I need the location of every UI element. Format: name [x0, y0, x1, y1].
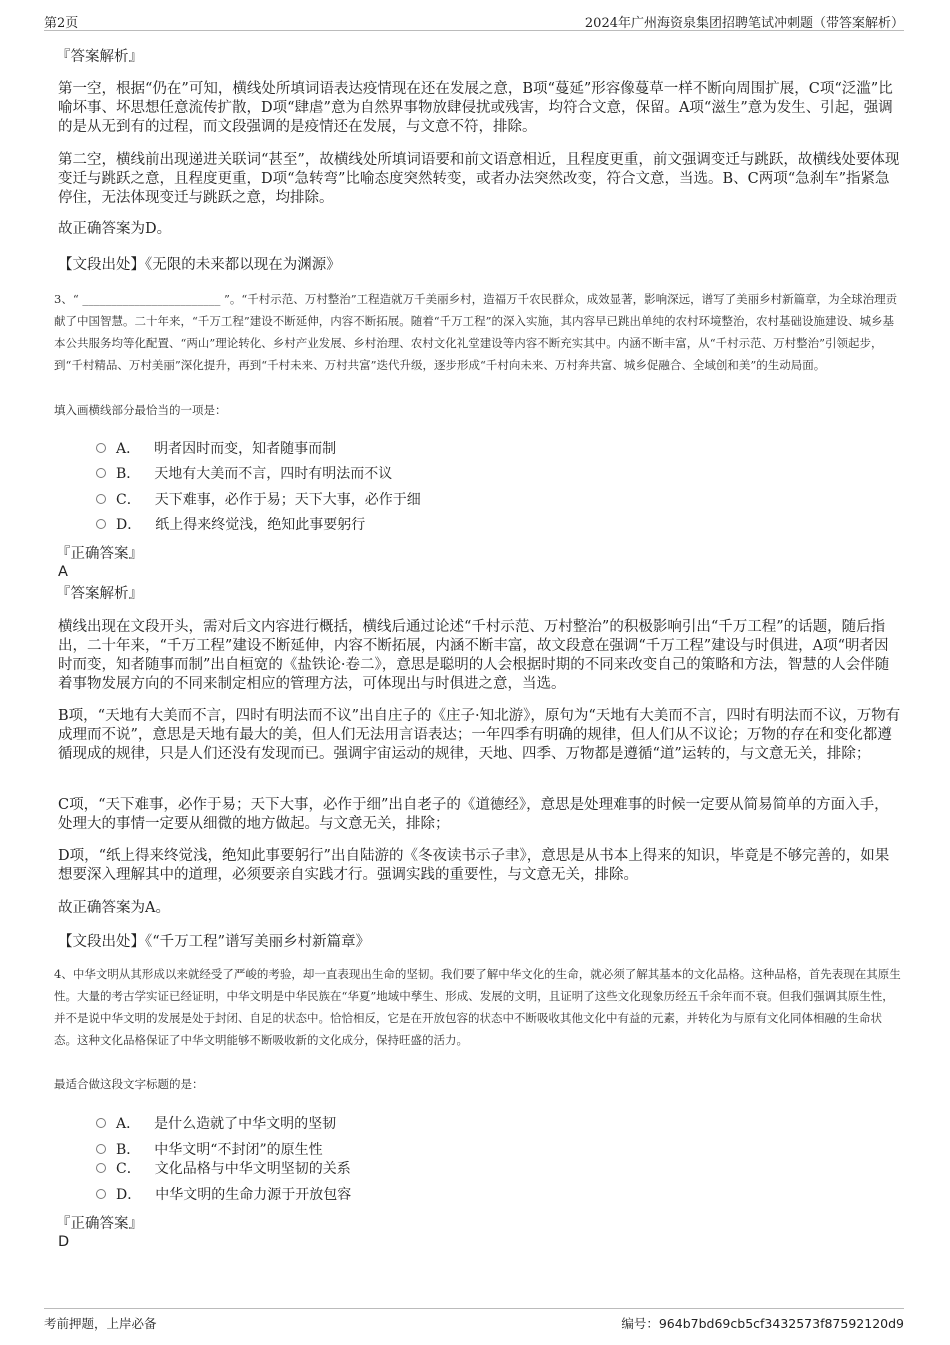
q4-correct-answer: D — [58, 1234, 70, 1250]
q3-option-d[interactable] — [96, 516, 365, 534]
serial-number: 964b7bd69cb5cf3432573f87592120d9 — [658, 1316, 904, 1331]
q4-prompt: 最适合做这段文字标题的是： — [54, 1077, 204, 1091]
q3-correct-answer: A — [58, 564, 68, 580]
option-text: 天下难事，必作于易；天下大事，必作于细 — [154, 492, 421, 508]
q3-analysis-para-2: B项，“天地有大美而不言，四时有明法而不议”出自庄子的《庄子·知北游》，原句为“天地有大美而不言，四时有明法而不议，万物有成理而不说”，意思是天地有最大的美，但人们无法用言语表达；一年四季有明确的规律，但人们从不议论；万物的存在和变化都遵循现成的规律，只是人们还没有发现而已。强调宇宙运动的规律，天地、四季、万物都是遵循“道”运转的，与文意无关，排除； — [58, 708, 901, 762]
q3-conclusion: 故正确答案为A。 — [58, 900, 170, 916]
q3-analysis-para-1: 横线出现在文段开头，需对后文内容进行概括，横线后通过论述“千村示范、万村整治”的积极影响引出“千万工程”的话题，随后指出，二十年来，“千万工程”建设不断延伸，内容不断拓展，内涵不断丰富，故文段意在强调“千万工程”建设与时俱进，A项“明者因时而变，知者随事而制”出自桓宽的《盐铁论·卷二》，意思是聪明的人会根据时期的不同来改变自己的策略和方法，智慧的人会伴随着事物发展方向的不同来制定相应的管理方法，可体现出与时俱进之意，当选。 — [58, 619, 890, 692]
serial-label: 编号： — [621, 1316, 659, 1331]
q4-option-b[interactable] — [96, 1141, 323, 1159]
option-letter: C． — [116, 492, 141, 508]
q2-source: 【文段出处】《无限的未来都以现在为渊源》 — [58, 257, 341, 273]
q4-option-a[interactable] — [96, 1115, 336, 1133]
radio-button-icon[interactable] — [96, 519, 106, 529]
radio-button-icon[interactable] — [96, 494, 106, 504]
option-text: 中华文明的生命力源于开放包容 — [155, 1187, 352, 1203]
q4-option-c[interactable] — [96, 1160, 351, 1178]
option-text: 文化品格与中华文明坚韧的关系 — [154, 1161, 351, 1177]
q4-option-d[interactable] — [96, 1186, 351, 1204]
q3-analysis-heading: 『答案解析』 — [56, 586, 143, 602]
radio-button-icon[interactable] — [96, 1144, 106, 1154]
page-number: 第2页 — [44, 16, 79, 31]
radio-button-icon[interactable] — [96, 1163, 106, 1173]
option-letter: D． — [116, 517, 142, 533]
option-letter: A． — [116, 441, 141, 457]
radio-button-icon[interactable] — [96, 443, 106, 453]
q3-correct-heading: 『正确答案』 — [56, 546, 143, 562]
footer-slogan: 考前押题，上岸必备 — [44, 1316, 157, 1331]
radio-button-icon[interactable] — [96, 1118, 106, 1128]
option-letter: B． — [116, 466, 141, 482]
q2-analysis-para-2: 第二空，横线前出现递进关联词“甚至”，故横线处所填词语要和前文语意相近，且程度更重，前文强调变迁与跳跃，故横线处要体现变迁与跳跃之意，且程度更重，D项“急转弯”比喻态度突然转变，或者办法突然改变，符合文意，当选。B、C两项“急刹车”指紧急停住，无法体现变迁与跳跃之意，均排除。 — [58, 152, 900, 206]
option-text: 明者因时而变，知者随事而制 — [154, 441, 337, 457]
q2-conclusion: 故正确答案为D。 — [58, 221, 172, 237]
q4-correct-heading: 『正确答案』 — [56, 1216, 143, 1232]
q3-analysis-para-4: D项，“纸上得来终觉浅，绝知此事要躬行”出自陆游的《冬夜读书示子聿》，意思是从书本上得来的知识，毕竟是不够完善的，如果想要深入理解其中的道理，必须要亲自实践才行。强调实践的重要性，与文意无关，排除。 — [58, 848, 890, 883]
q3-option-c[interactable] — [96, 491, 421, 509]
q3-source: 【文段出处】《“千万工程”谱写美丽乡村新篇章》 — [58, 934, 371, 950]
option-text: 纸上得来终觉浅，绝知此事要躬行 — [155, 517, 366, 533]
footer-serial — [621, 1314, 904, 1332]
radio-button-icon[interactable] — [96, 468, 106, 478]
option-text: 是什么造就了中华文明的坚韧 — [154, 1116, 337, 1132]
page-header — [44, 10, 904, 31]
option-text: 中华文明“不封闭”的原生性 — [154, 1142, 323, 1158]
option-letter: C． — [116, 1161, 141, 1177]
q3-analysis-para-3: C项，“天下难事，必作于易；天下大事，必作于细”出自老子的《道德经》，意思是处理难事的时候一定要从简易简单的方面入手，处理大的事情一定要从细微的地方做起。与文意无关，排除； — [58, 797, 889, 832]
radio-button-icon[interactable] — [96, 1189, 106, 1199]
page-footer — [44, 1308, 904, 1331]
q3-passage: 3、“ ________________________ ”。“千村示范、万村整治”工程造就万千美丽乡村，造福万千农民群众，成效显著，影响深远，谱写了美丽乡村新篇章，为全球治理贡献了中国智慧。二十年来，“千万工程”建设不断延伸，内容不断拓展。随着“千万工程”的深入实施，其内容早已跳出单纯的农村环境整治，农村基础设施建设、城乡基本公共服务均等化配置、“两山”理论转化、乡村产业发展、乡村治理、农村文化礼堂建设等内容不断充实其中。内涵不断丰富，从“千村示范、万村整治”引领起步，到“千村精品、万村美丽”深化提升，再到“千村未来、万村共富”迭代升级，逐步形成“千村向未来、万村奔共富、城乡促融合、全域创和美”的生动局面。 — [54, 292, 898, 372]
q3-option-b[interactable] — [96, 465, 392, 483]
option-letter: D． — [116, 1187, 142, 1203]
q2-analysis-heading: 『答案解析』 — [56, 49, 143, 65]
q3-option-a[interactable] — [96, 440, 336, 458]
q4-passage: 4、中华文明从其形成以来就经受了严峻的考验，却一直表现出生命的坚韧。我们要了解中华文化的生命，就必须了解其基本的文化品格。这种品格，首先表现在其原生性。大量的考古学实证已经证明，中华文明是中华民族在“华夏”地域中孳生、形成、发展的文明，且证明了这些文化现象历经五千余年而不衰。但我们强调其原生性，并不是说中华文明的发展是处于封闭、自足的状态中。恰恰相反，它是在开放包容的状态中不断吸收其他文化中有益的元素，并转化为与原有文化同体相融的生命状态。这种文化品格保证了中华文明能够不断吸收新的文化成分，保持旺盛的活力。 — [54, 967, 901, 1047]
option-letter: B． — [116, 1142, 141, 1158]
option-text: 天地有大美而不言，四时有明法而不议 — [154, 466, 393, 482]
document-title: 2024年广州海资泉集团招聘笔试冲刺题（带答案解析） — [584, 16, 904, 31]
option-letter: A． — [116, 1116, 141, 1132]
q2-analysis-para-1: 第一空，根据“仍在”可知，横线处所填词语表达疫情现在还在发展之意，B项“蔓延”形容像蔓草一样不断向周围扩展，C项“泛滥”比喻坏事、坏思想任意流传扩散，D项“肆虐”意为自然界事物放肆侵扰或残害，均符合文意，保留。A项“滋生”意为发生、引起，强调的是从无到有的过程，而文段强调的是疫情还在发展，与文意不符，排除。 — [58, 81, 893, 135]
q3-prompt: 填入画横线部分最恰当的一项是： — [54, 403, 227, 417]
